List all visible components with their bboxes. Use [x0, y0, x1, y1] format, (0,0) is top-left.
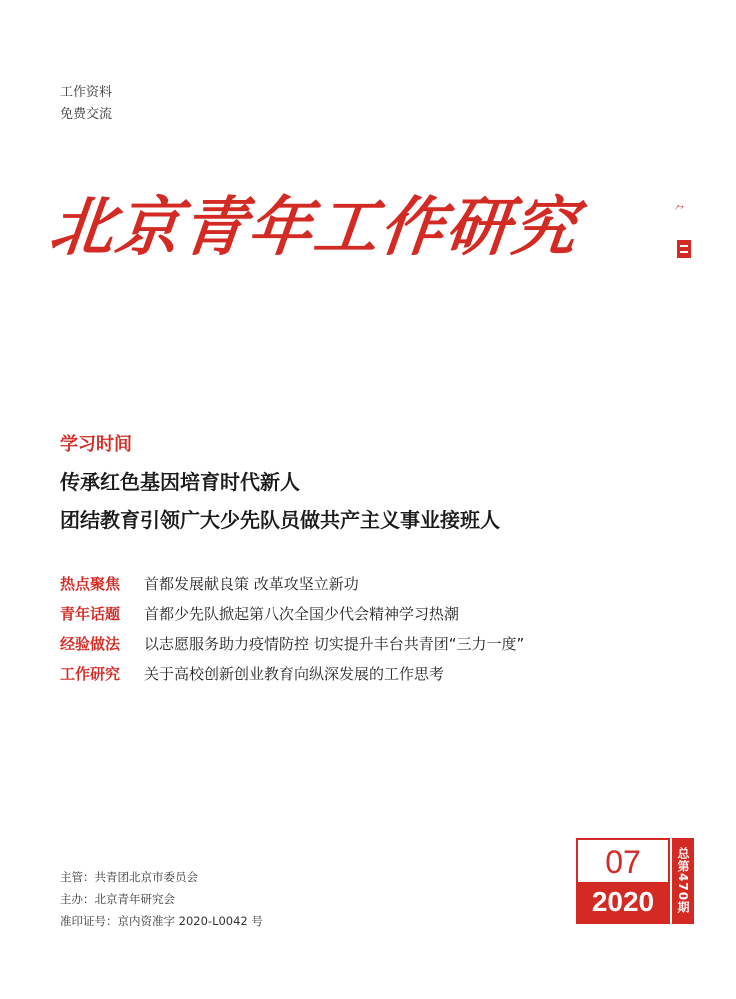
- table-of-contents: [60, 568, 680, 688]
- signature-mark: ⺈: [674, 204, 685, 217]
- issue-year: 2020: [578, 882, 668, 922]
- toc-item: [60, 598, 680, 628]
- sponsor-line: 主办：北京青年研究会: [60, 892, 175, 906]
- feature-headline-1: 传承红色基因培育时代新人: [60, 470, 300, 494]
- permit-line: 准印证号：京内资准字 2020-L0042 号: [60, 914, 263, 928]
- feature-section-label: 学习时间: [60, 434, 132, 455]
- issue-number: 07: [605, 844, 641, 880]
- seal-stamp-icon: [677, 240, 691, 258]
- corner-line-free-exchange: 免费交流: [60, 107, 113, 122]
- supervisor-line: 主管：共青团北京市委员会: [60, 870, 198, 884]
- toc-title: 以志愿服务助力疫情防控 切实提升丰台共青团“三力一度”: [144, 634, 525, 653]
- toc-category: 经验做法: [60, 634, 121, 653]
- corner-notes: [60, 82, 112, 126]
- toc-title: 关于高校创新创业教育向纵深发展的工作思考: [144, 664, 445, 683]
- toc-item: [60, 568, 680, 598]
- total-issue-number: 总第470期: [672, 838, 694, 924]
- toc-item: [60, 628, 680, 658]
- toc-category: 青年话题: [60, 604, 121, 623]
- corner-line-work-material: 工作资料: [60, 85, 113, 100]
- feature-headline-2: 团结教育引领广大少先队员做共产主义事业接班人: [60, 508, 500, 532]
- publication-info: [60, 866, 263, 932]
- masthead-title: 北京青年工作研究: [46, 190, 582, 265]
- issue-box: [576, 838, 670, 924]
- toc-category: 热点聚焦: [60, 574, 121, 593]
- toc-category: 工作研究: [60, 664, 121, 683]
- toc-item: [60, 658, 680, 688]
- toc-title: 首都少先队掀起第八次全国少代会精神学习热潮: [144, 604, 460, 623]
- toc-title: 首都发展献良策 改革攻坚立新功: [144, 574, 359, 593]
- calligraphy-seal: [672, 198, 698, 264]
